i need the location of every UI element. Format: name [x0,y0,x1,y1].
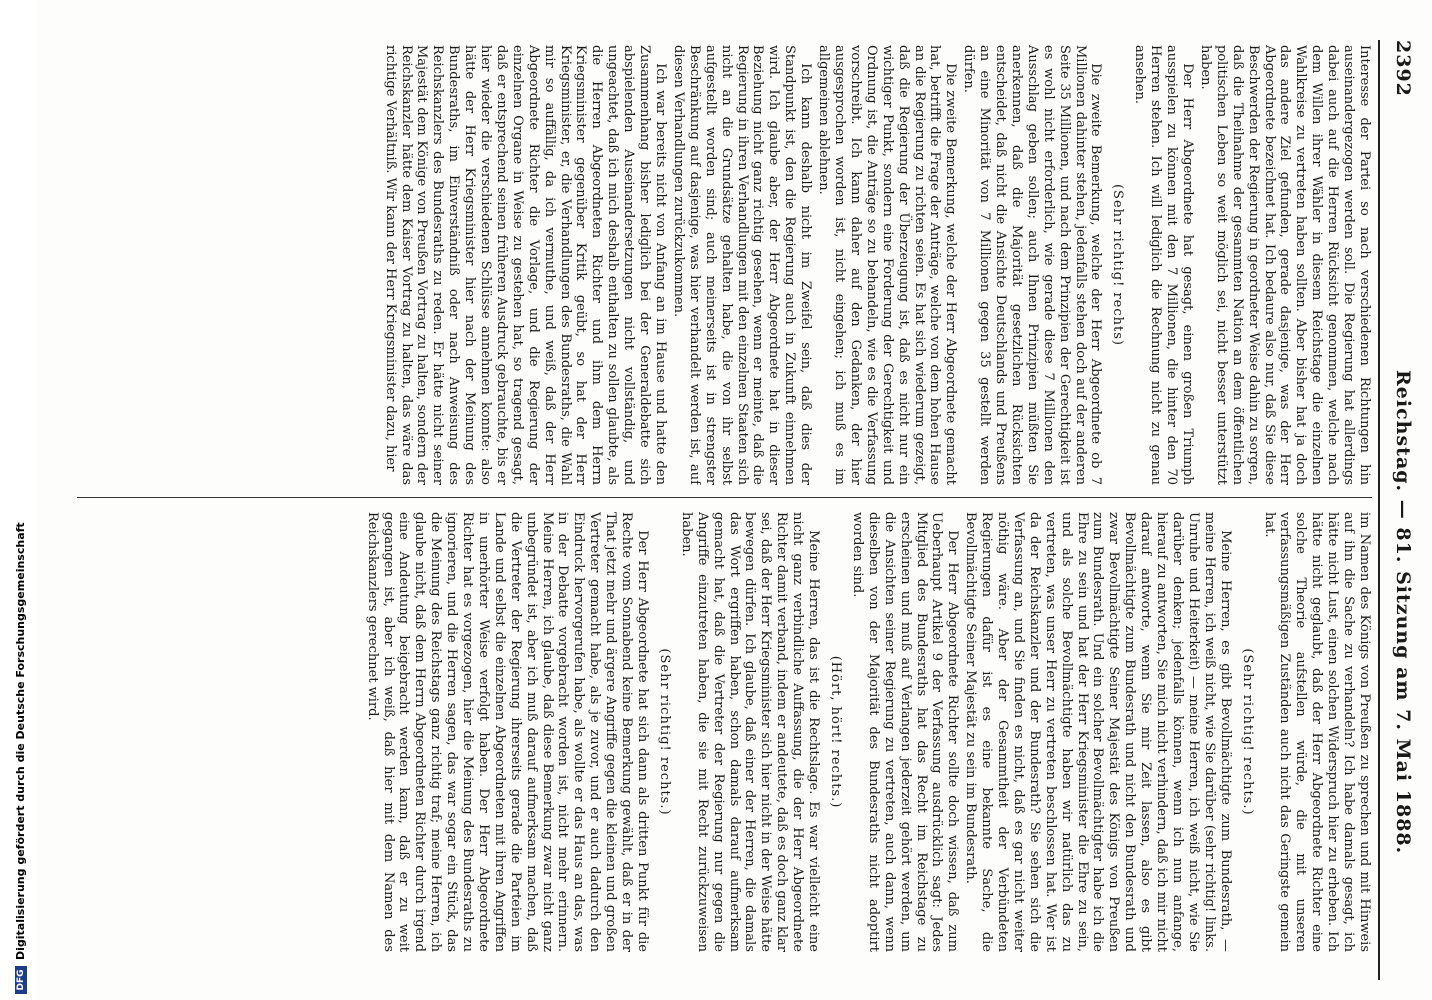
interjection: (Sehr richtig! rechts.) [1239,648,1255,816]
funding-note: Digitalisierung gefördert durch die Deutsche Forschungsgemeinschaft [14,522,27,960]
paragraph: Meine Herren, das ist die Rechtslage. Es war vielleicht eine nicht ganz verbindliche Auffassung, die der Herr Abgeordnete Richter damit verband, indem er andeutete, daß es doch ganz klar sei, daß der Herr Kriegsminister sich hier nicht in der Weise hätte bewegen dürfen. Ich glaube, daß einer der Herren, die damals das Wort ergriffen haben, schon damals darauf aufmerksam gemacht hat, daß die Vertreter der Regierung nur gegen die Angriffe einzutreten haben, die sie mit Recht zurückzuweisen haben. [678,512,822,952]
interjection: (Hört, hört! rechts.) [828,655,843,809]
header-rule [1378,40,1380,980]
paragraph: Ich war bereits nicht von Anfang an im Hause und hatte den Zusammenhang bisher lediglich bei der Generaldebatte sich abspielenden Auseinandersetzungen nicht vollständig, und ungeachtet, daß ich mich deshalb enthalten zu sollen glaubte, als die Herren Abgeordneten Richter und ihm dem Herrn Kriegsminister gegenüber Kritik geübt, so hat der Herr Kriegsminister, er, die Verhandlungen des Bundesraths, die Wahl mir so auffällig, da ich vermuthe, und weiß, daß der Herr Abgeordnete Richter die Vorlage, und die Regierung der einzelnen Organe in Weise zu gestehen hat, so tragend gesagt, daß er entsprechend seinen früheren Ausdruck gebrauchte, bis er hier wieder die verschiedenen Schlüsse annehmen konnte: also hätte der Herr Kriegsminister hier nach der Meinung des Bundesraths, im Einverständniß oder nach Anweisung des Reichskanzlers des Bundesraths zu reden. Er hätte nicht seiner Majestät dem Könige von Preußen Vortrag zu halten, sondern der Reichskanzler hätte dem Kaiser Vortrag zu halten, das wäre das richtige Verhältniß. Wir kann der Herr Kriegsminister dazu, hier [382,45,669,485]
footer [14,522,27,994]
paragraph: Interesse der Partei so nach verschiedenen Richtungen hin auseinandergezogen werden soll. Die Regierung hat allerdings dabei auch auf die Herren Rücksicht genommen, welche nach dem Willen ihrer Wähler in diesem Reichstage die einzelnen Wahlkreise zu vertreten haben sollten. Aber bisher hat ja doch das andere Ziel gefunden, gerade dasjenige, was der Herr Abgeordnete bezeichnet hat. Ich bedaure also nur, daß Sie diese Beschwerden der Regierung in geordneter Weise dahin zu sorgen, daß die Theilnahme der gesammten Nation an dem öffentlichen politischen Leben so weit möglich sei, nicht besser unterstützt haben. [1197,45,1372,485]
paragraph: Die zweite Bemerkung, welche der Herr Abgeordnete ob 7 Millionen dahinter stehen, jedenfalls stehen doch auf der anderen Seite 35 Millionen, und nach dem Prinzipien der Gerechtigkeit ist es wohl nicht erforderlich, wie gerade diese 7 Millionen den Ausschlag geben sollen; auch Ihnen Prinzipien müßten Sie anerkennen, daß die Majorität gesetzlichen Rücksichten entscheidet, daß nicht die Ansichte Deutschlands und Preußens an eine Minorität von 7 Millionen gegen 35 gestellt werden dürfen. [961,45,1104,485]
interjection: (Sehr richtig! rechts.) [656,648,672,816]
paragraph: im Namen des Königs von Preußen zu sprechen und mit Hinweis auf ihn die Sache zu verhandeln? Ich habe damals gesagt, ich hätte nicht Lust, einen solchen Widerspruch hier zu erheben. Ich hätte nicht geglaubt, daß der Herr Abgeordnete Richter eine solche Theorie aufstellen würde, die mit unseren verfassungsmäßigen Zuständen auch nicht das Geringste gemein hat. [1261,512,1372,952]
column-divider [77,497,1372,498]
page-number: 2392 [1392,40,1414,97]
dfg-logo: DFG [15,966,27,994]
paragraph: Der Herr Abgeordnete Richter sollte doch wissen, daß zum Ueberhaupt Artikel 9 der Verfassung ausdrücklich sagt: Jedes Mitglied des Bundesraths hat das Recht im Reichstage zu erscheinen und muß auf Verlangen jederzeit gehört werden, um die Ansichten seiner Regierung zu vertreten, auch dann, wenn dieselben von der Majorität des Bundesraths nicht adoptirt worden sind. [849,512,961,952]
interjection: (Sehr richtig! rechts) [1110,183,1126,346]
text-column-right [59,512,1372,952]
scanned-page [37,0,1432,1000]
paragraph: Die zweite Bemerkung, welche der Herr Abgeordnete gemacht hat, betrifft die Frage der Anträge, welche von dem hohen Hause an die Regierung zu richten seien. Es hat sich wiederum gezeigt, daß die Regierung der Überzeugung ist, daß es nicht nur ein wichtiger Punkt, sondern eine Forderung der Gerechtigkeit und Ordnung ist, die Anträge so zu behandeln, wie es die Verfassung vorschreibt. Ich kann daher auf den Gedanken, der hier ausgesprochen worden ist, nicht eingehen; ich muß es im allgemeinen ablehnen. [816,45,959,485]
paragraph: Ich kann deshalb nicht im Zweifel sein, daß dies der Standpunkt ist, den die Regierung auch in Zukunft einnehmen wird. Ich glaube aber, der Herr Abgeordnete hat in dieser Beziehung nicht ganz richtig gesehen, wenn er meinte, daß die Regierung in ihren Verhandlungen mit den einzelnen Staaten sich nicht an die Grundsätze gehalten habe, die von ihr selbst aufgestellt worden sind; auch meinerseits ist in strengster Beschränkung auf dasjenige, was hier verhandelt werden ist, auf diesen Verhandlungen zurückzukommen. [670,45,814,485]
paragraph: Meine Herren, es gibt Bevollmächtigte zum Bundesrath, — meine Herren, ich weiß nicht, wie Sie darüber (sehr richtig! links. Unruhe und Heiterkeit) — meine Herren, ich weiß nicht, wie Sie darüber denken; jedenfalls können, wenn ich nun anfange, hierauf zu antworten, Sie mich nicht verhindern, daß ich mir nicht darauf antworte, wenn Sie mir Zeit lassen, also es gibt Bevollmächtigte zum Bundesrath und nicht den Bundesrath und zwar Bevollmächtigte Seiner Majestät des Königs von Preußen zum Bundesrath. Und ein solcher Bevollmächtigter habe ich die Ehre zu sein und hat der Herr Kriegsminister die Ehre zu sein, und als solche Bevollmächtigte haben wir natürlich das zu vertreten, was unser Herr zu vertreten beschlossen hat. Wer ist da der Reichskanzler und der Bundesrath? Sie sehen sich die Verfassung an, und Sie finden es nicht, daß es gar nicht weiter nöthig wäre. Aber der Gesammtheit der Verbündeten Regierungen dafür ist es eine bekannte Sache, die Bevollmächtigte Seiner Majestät zu sein im Bundesrath. [963,512,1233,952]
footer-strip [0,0,27,1000]
page-title: Reichstag. — 81. Sitzung am 7. Mai 1888. [1392,370,1414,855]
paragraph: Der Herr Abgeordnete hat sich dann als dritten Punkt für die Rechte vom Sonnabend keine Bemerkung gewählt, daß er in der That jetzt mehr und ärgere Angriffe gegen die kleinen und großen Vertreter gemacht habe, als je zuvor, und er auch dadurch den Eindruck hervorgerufen habe, als wollte er das Haus an das, was in der Debatte vorgebracht worden ist, nicht mehr erinnern. Meine Herren, ich glaube, daß diese Bemerkung zwar nicht ganz unbegründet ist, aber ich muß darauf aufmerksam machen, daß die Vertreter der Regierung ihrerseits gerade die Parteien im Lande und selbst die einzelnen Abgeordneten mit ihren Angriffen in unerhörter Weise verfolgt haben. Der Herr Abgeordnete Richter hat es vorgezogen, hier die Meinung des Bundesraths zu ignorieren, und die Herren sagen, das war sogar ein Stück, das die Meinung des Reichstags ganz richtig traf; meine Herren, ich glaube nicht, daß dem Herrn Abgeordneten Richter durch irgend eine Andeutung beigebracht werden kann, daß er zu weit gegangen ist, aber ich weiß, daß hier mit dem Namen des Reichskanzlers gerechnet wird. [364,512,651,952]
text-column-left [59,45,1372,485]
paragraph: Der Herr Abgeordnete hat gesagt, einen großen Triumph ausspielen zu können mit den 7 Millionen, die hinter den 70 Herren stehen. Ich will lediglich die Rechnung nicht zu genau ansehen. [1132,45,1196,485]
running-head [1384,40,1414,980]
